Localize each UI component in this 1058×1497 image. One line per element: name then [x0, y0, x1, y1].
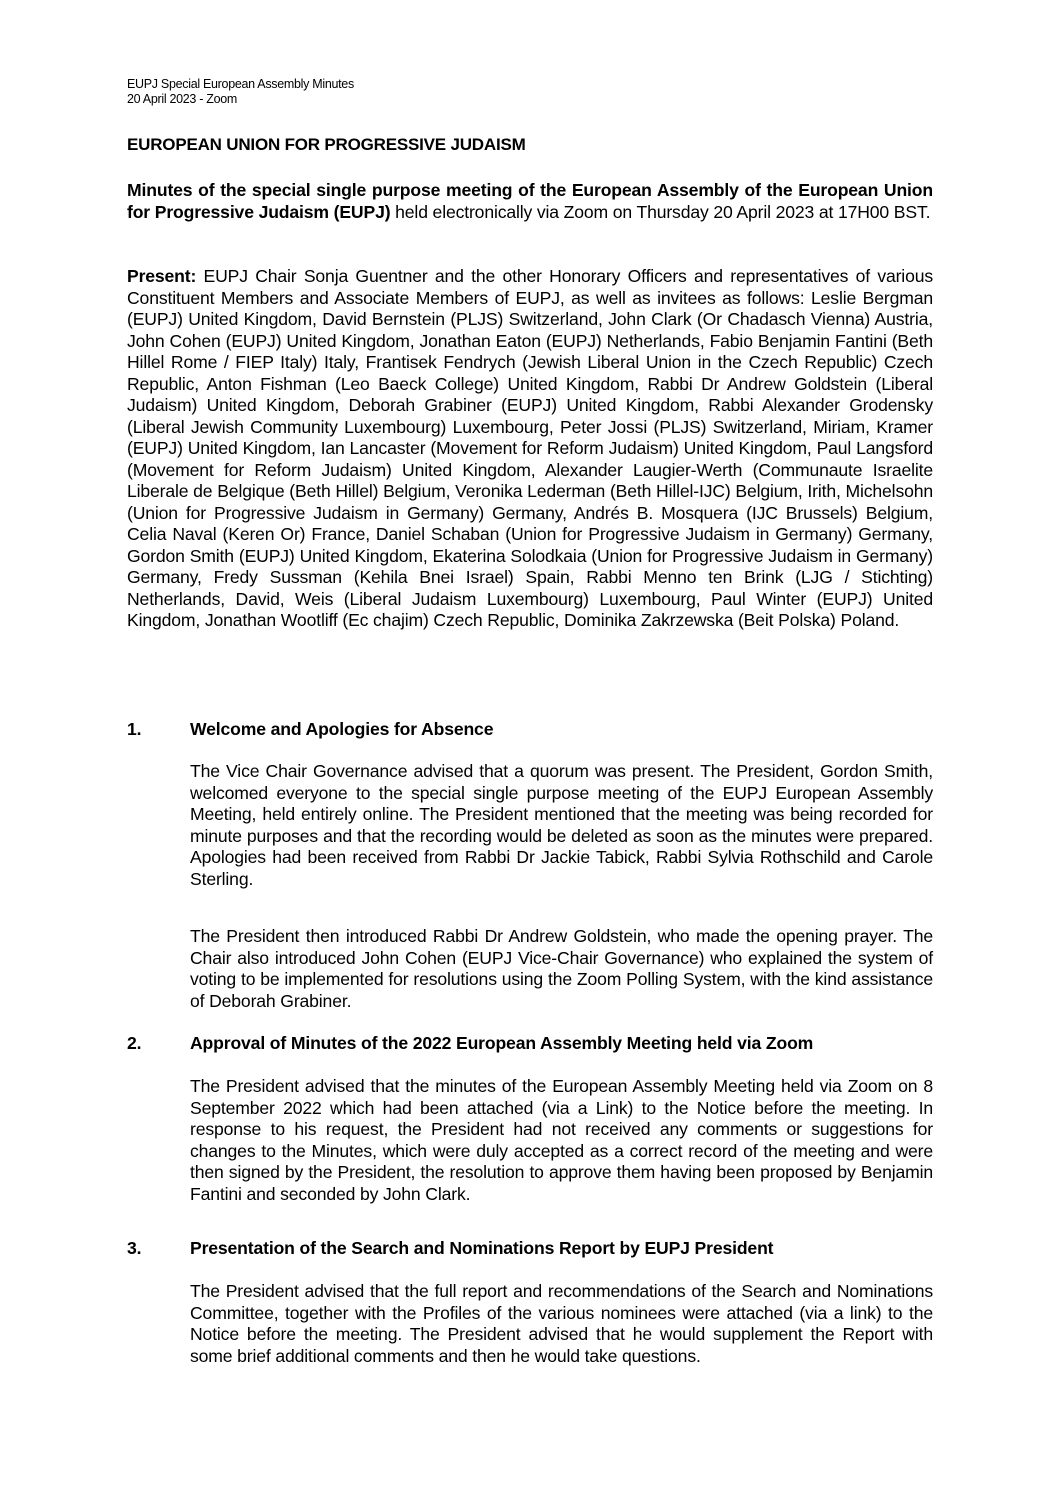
section-2-title: Approval of Minutes of the 2022 European Assembly Meeting held via Zoom [190, 1033, 814, 1053]
intro-bold: Minutes of the special single purpose meeting of the European Assembly of the European Union for Progressive Judaism (EUPJ) [127, 180, 933, 222]
present-paragraph [127, 266, 933, 632]
section-1-heading [127, 719, 493, 740]
document-title: EUROPEAN UNION FOR PROGRESSIVE JUDAISM [127, 135, 526, 154]
present-label: Present: [127, 266, 197, 286]
intro-paragraph [127, 180, 933, 223]
present-text: EUPJ Chair Sonja Guentner and the other Honorary Officers and representatives of various Constituent Members and Associate Members of EUPJ, as well as invitees as follows: Leslie Bergman (EUPJ) United Kingdom, David Bernstein (PLJS) Switzerland, John Clark (Or Chadasch Vienna) Austria, John Cohen (EUPJ) United Kingdom, Jonathan Eaton (EUPJ) Netherlands, Fabio Benjamin Fantini (Beth Hillel Rome / FIEP Italy) Italy, Frantisek Fendrych (Jewish Liberal Union in the Czech Republic) Czech Republic, Anton Fishman (Leo Baeck College) United Kingdom, Rabbi Dr Andrew Goldstein (Liberal Judaism) United Kingdom, Deborah Grabiner (EUPJ) United Kingdom, Rabbi Alexander Grodensky (Liberal Jewish Community Luxembourg) Luxembourg, Peter Jossi (PLJS) Switzerland, Miriam, Kramer (EUPJ) United Kingdom, Ian Lancaster (Movement for Reform Judaism) United Kingdom, Paul Langsford (Movement for Reform Judaism) United Kingdom, Alexander Laugier-Werth (Communaute Israelite Liberale de Belgique (Beth Hillel) Belgium, Veronika Lederman (Beth Hillel-IJC) Belgium, Irith, Michelsohn (Union for Progressive Judaism in Germany) Germany, Andrés B. Mosquera (IJC Brussels) Belgium, Celia Naval (Keren Or) France, Daniel Schaban (Union for Progressive Judaism in Germany) Germany, Gordon Smith (EUPJ) United Kingdom, Ekaterina Solodkaia (Union for Progressive Judaism in Germany) Germany, Fredy Sussman (Kehila Bnei Israel) Spain, Rabbi Menno ten Brink (LJG / Stichting) Netherlands, David, Weis (Liberal Judaism Luxembourg) Luxembourg, Paul Winter (EUPJ) United Kingdom, Jonathan Wootliff (Ec chajim) Czech Republic, Dominika Zakrzewska (Beit Polska) Poland. [127, 266, 933, 630]
running-header [127, 77, 354, 107]
header-line-2: 20 April 2023 - Zoom [127, 92, 238, 106]
section-3-number: 3. [127, 1238, 142, 1258]
intro-rest: held electronically via Zoom on Thursday 20 April 2023 at 17H00 BST. [390, 201, 931, 222]
section-3-heading [127, 1238, 773, 1259]
header-line-1: EUPJ Special European Assembly Minutes [127, 77, 354, 91]
section-2-heading [127, 1033, 813, 1054]
section-3-paragraph-1: The President advised that the full report and recommendations of the Search and Nominations Committee, together with the Profiles of the various nominees were attached (via a link) to the Notice before the meeting. The President advised that he would supplement the Report with some brief additional comments and then he would take questions. [190, 1281, 933, 1366]
section-1-paragraph-1: The Vice Chair Governance advised that a quorum was present. The President, Gordon Smith, welcomed everyone to the special single purpose meeting of the EUPJ European Assembly Meeting, held entirely online. The President mentioned that the meeting was being recorded for minute purposes and that the recording would be deleted as soon as the minutes were prepared. Apologies had been received from Rabbi Dr Jackie Tabick, Rabbi Sylvia Rothschild and Carole Sterling. [190, 761, 933, 889]
section-2-number: 2. [127, 1033, 142, 1053]
section-3-title: Presentation of the Search and Nominations Report by EUPJ President [190, 1238, 774, 1258]
section-1-title: Welcome and Apologies for Absence [190, 719, 494, 739]
section-1-number: 1. [127, 719, 142, 739]
section-1-paragraph-2: The President then introduced Rabbi Dr Andrew Goldstein, who made the opening prayer. The Chair also introduced John Cohen (EUPJ Vice-Chair Governance) who explained the system of voting to be implemented for resolutions using the Zoom Polling System, with the kind assistance of Deborah Grabiner. [190, 926, 933, 1011]
section-2-paragraph-1: The President advised that the minutes of the European Assembly Meeting held via Zoom on 8 September 2022 which had been attached (via a Link) to the Notice before the meeting. In response to his request, the President had not received any comments or suggestions for changes to the Minutes, which were duly accepted as a correct record of the meeting and were then signed by the President, the resolution to approve them having been proposed by Benjamin Fantini and seconded by John Clark. [190, 1076, 933, 1204]
